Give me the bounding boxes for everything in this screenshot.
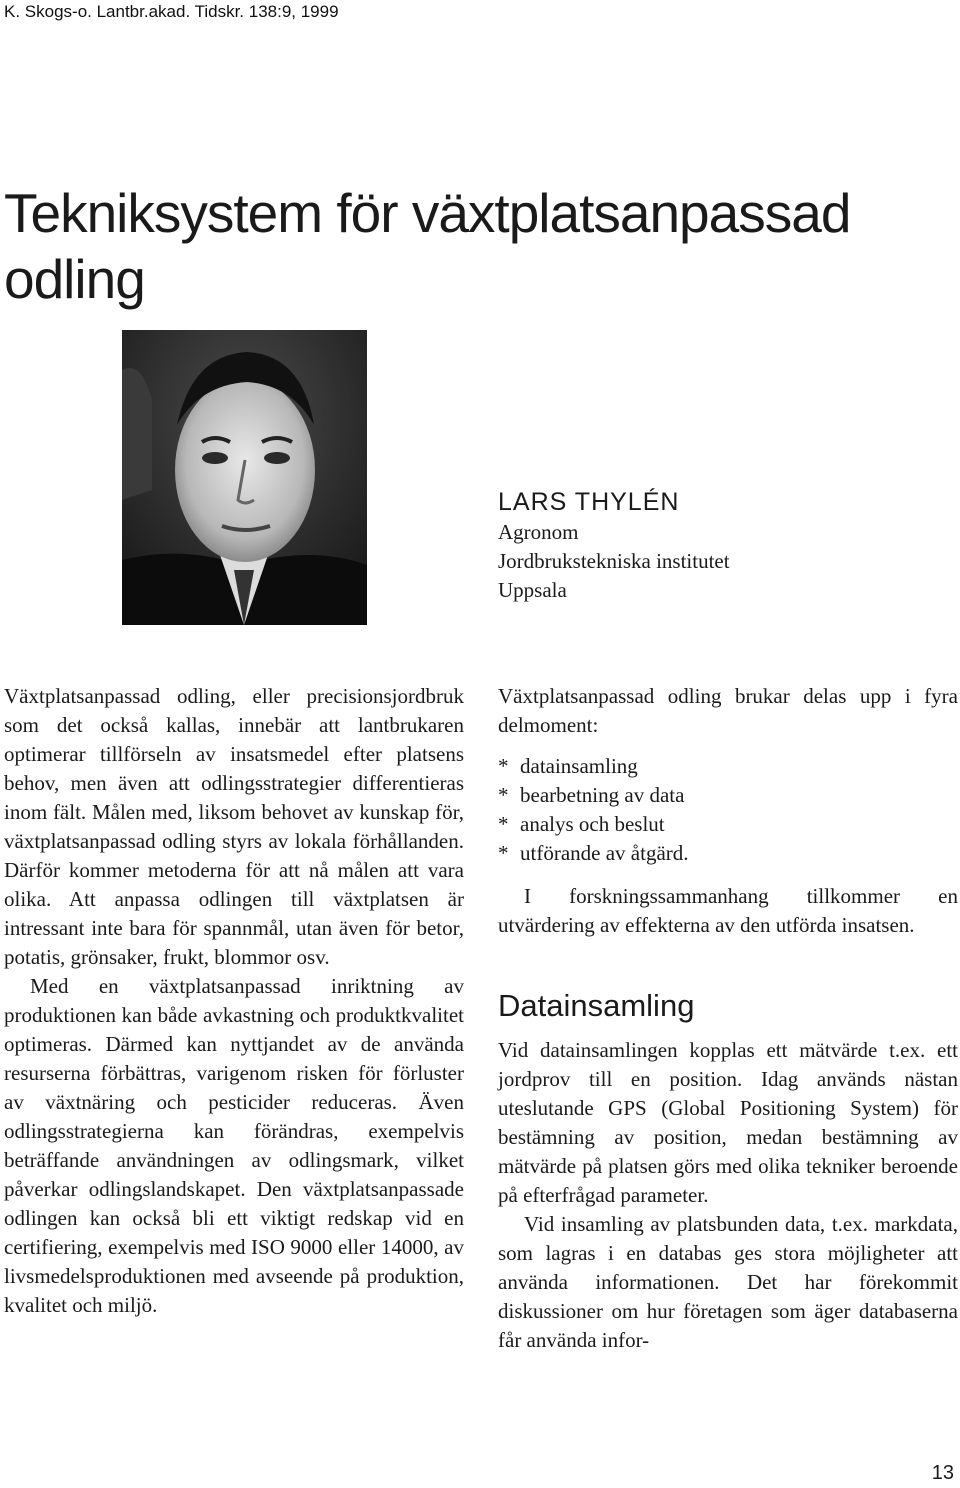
paragraph-database: Vid insamling av platsbunden data, t.ex. markdata, som lagras i en databas ges stora möjligheter att använda informationen. Det har förekommit diskussioner om hur företagen som äger databaserna får använda infor- <box>498 1212 958 1352</box>
list-item: * utförande av åtgärd. <box>498 839 958 868</box>
bullet-star-icon: * <box>498 754 509 778</box>
author-city: Uppsala <box>498 578 567 602</box>
author-institute: Jordbrukstekniska institutet <box>498 549 730 573</box>
paragraph-benefits: Med en växtplatsanpassad inriktning av produktionen kan både avkastning och produktkvalitet optimeras. Därmed kan nyttjandet av de använda resurserna förbättras, varigenom risken för förluster av växtnäring och pesticider reduceras. Även odlingsstrategierna kan förändras, exempelvis beträffande användningen av odlingsmark, vilket påverkar odlingslandskapet. Den växtplatsanpassade odlingen kan också bli ett viktigt redskap vid en certifiering, exempelvis med ISO 9000 eller 14000, av livsmedelsproduktionen med avseende på produktion, kvalitet och miljö. <box>4 974 464 1317</box>
author-block <box>498 486 730 605</box>
bullet-star-icon: * <box>498 841 509 865</box>
journal-header: K. Skogs-o. Lantbr.akad. Tidskr. 138:9, 1999 <box>4 2 339 21</box>
title-line-2: odling <box>4 248 145 310</box>
left-column <box>4 682 464 1320</box>
bullet-star-icon: * <box>498 812 509 836</box>
paragraph-subtasks-intro: Växtplatsanpassad odling brukar delas upp i fyra delmoment: <box>498 684 958 737</box>
subtask-list <box>498 752 958 868</box>
author-name: LARS THYLÉN <box>498 488 680 516</box>
list-item: * analys och beslut <box>498 810 958 839</box>
article-title <box>4 180 944 312</box>
paragraph-research: I forskningssammanhang tillkommer en utvärdering av effekterna av den utförda insatsen. <box>498 884 958 937</box>
author-portrait <box>122 330 367 625</box>
page-number: 13 <box>931 1462 954 1484</box>
right-column <box>498 682 958 1355</box>
paragraph-data-collection: Vid datainsamlingen kopplas ett mätvärde t.ex. ett jordprov till en position. Idag används nästan uteslutande GPS (Global Positioning System) för bestämning av position, medan bestämning av mätvärde på platsen görs med olika tekniker beroende på efterfrågad parameter. <box>498 1038 958 1207</box>
bullet-star-icon: * <box>498 783 509 807</box>
section-heading-datainsamling: Datainsamling <box>498 988 695 1023</box>
author-role: Agronom <box>498 520 579 544</box>
title-line-1: Tekniksystem för växtplatsanpassad <box>4 182 851 244</box>
list-item: * datainsamling <box>498 752 958 781</box>
portrait-photo-icon <box>122 330 367 625</box>
list-item: * bearbetning av data <box>498 781 958 810</box>
paragraph-intro: Växtplatsanpassad odling, eller precisionsjordbruk som det också kallas, innebär att lantbrukaren optimerar tillförseln av insatsmedel efter platsens behov, men även att odlingsstrategier differentieras inom fält. Målen med, liksom behovet av kunskap för, växtplatsanpassad odling styrs av lokala förhållanden. Därför kommer metoderna för att nå målen att vara olika. Att anpassa odlingen till växtplatsen är intressant inte bara för spannmål, utan även för betor, potatis, grönsaker, frukt, blommor osv. <box>4 684 464 969</box>
